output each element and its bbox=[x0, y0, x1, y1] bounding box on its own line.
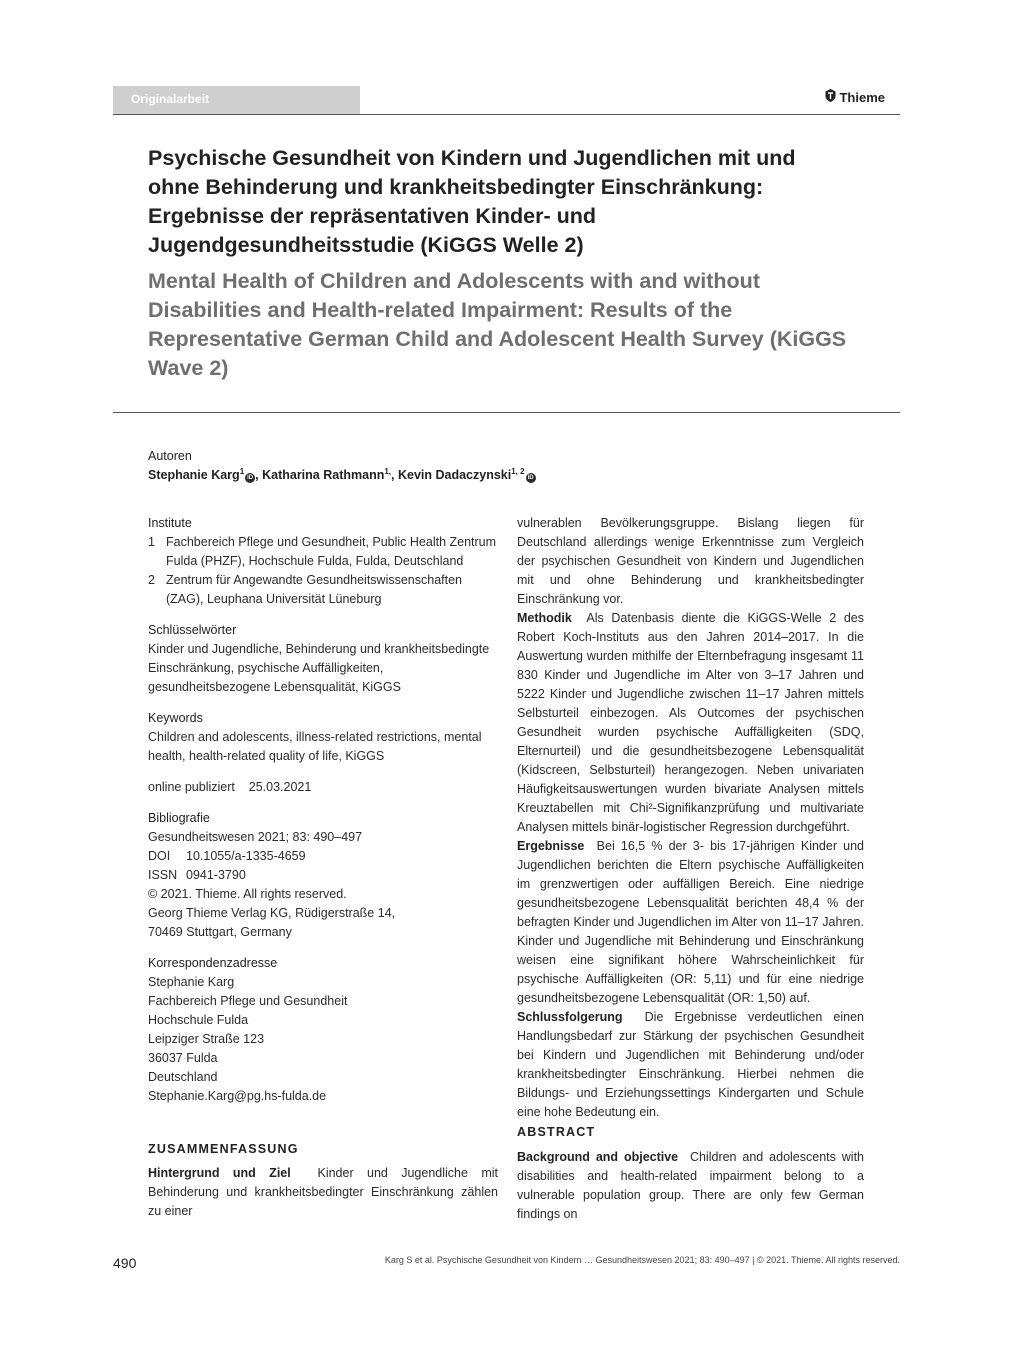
institute-number: 2 bbox=[148, 573, 155, 587]
online-label: online publiziert bbox=[148, 780, 235, 794]
section-label: Originalarbeit bbox=[113, 86, 360, 115]
abstract-text: Children and adolescents with disabilities and health-related impairment belong to a vulnerable population group. There are only few German findings on bbox=[517, 1150, 864, 1221]
author-name: Kevin Dadaczynski bbox=[397, 468, 512, 483]
schluesselwoerter-text: Kinder und Jugendliche, Behinderung und krankheitsbedingte Einschränkung, psychische Auffälligkeiten, gesundheitsbezogene Lebensqualität, KiGGS bbox=[148, 642, 490, 694]
zusammenfassung-continued bbox=[517, 514, 864, 1122]
schluss-paragraph bbox=[517, 1008, 864, 1122]
address-line: Stephanie Karg bbox=[148, 975, 235, 989]
issn-line bbox=[148, 866, 498, 885]
address-line: Fachbereich Pflege und Gesundheit bbox=[148, 994, 348, 1008]
keywords-heading: Keywords bbox=[148, 711, 203, 725]
schluesselwoerter-block bbox=[148, 621, 498, 697]
institutes-heading: Institute bbox=[148, 516, 192, 530]
zusammenfassung-heading: ZUSAMMENFASSUNG bbox=[148, 1142, 299, 1156]
page-number: 490 bbox=[113, 1255, 137, 1271]
methodik-paragraph bbox=[517, 609, 864, 837]
abstract-lead: Background and objective bbox=[517, 1150, 679, 1164]
email-link[interactable]: Stephanie.Karg@pg.hs-fulda.de bbox=[148, 1089, 327, 1103]
online-published bbox=[148, 778, 498, 797]
metadata-column bbox=[148, 514, 498, 1118]
schluesselwoerter-heading: Schlüsselwörter bbox=[148, 623, 237, 637]
address-line: 36037 Fulda bbox=[148, 1051, 218, 1065]
ergebnisse-paragraph bbox=[517, 837, 864, 1008]
publisher-address-line: 70469 Stuttgart, Germany bbox=[148, 925, 292, 939]
abstract-paragraph bbox=[517, 1148, 864, 1224]
institute-text: Zentrum für Angewandte Gesundheitswissenschaften (ZAG), Leuphana Universität Lüneburg bbox=[166, 573, 463, 606]
schluss-lead: Schlussfolgerung bbox=[517, 1010, 623, 1024]
institute-item bbox=[148, 533, 498, 571]
schluss-text: Die Ergebnisse verdeutlichen einen Handlungsbedarf zur Stärkung der psychischen Gesundheit bei Kindern und Jugendlichen mit Behinderung und/oder krankheitsbedingter Einschränkung. Hierbei nehmen die Bildungs- und Erziehungssettings Kindergarten und Schule eine hohe Bedeutung ein. bbox=[517, 1010, 864, 1119]
address-line: Leipziger Straße 123 bbox=[148, 1032, 265, 1046]
thieme-logo-icon bbox=[825, 89, 836, 105]
author-affiliation: 1, 2 bbox=[511, 467, 525, 476]
authors-list: Stephanie Karg$^1$iD , Katharina Rathmann$^{1,}$, Kevin Dadaczynski$^{1, 2}$iD bbox=[148, 467, 534, 483]
hintergrund-text-part1: Kinder und Jugendliche mit Behinderung und krankheitsbedingter Einschränkung zählen zu einer bbox=[148, 1166, 498, 1218]
orcid-icon[interactable]: iD bbox=[527, 475, 534, 482]
keywords-block bbox=[148, 709, 498, 766]
title-divider bbox=[113, 412, 900, 413]
korrespondenz-block bbox=[148, 954, 498, 1106]
copyright-line: © 2021. Thieme. All rights reserved. bbox=[148, 887, 347, 901]
ergebnisse-text: Bei 16,5 % der 3- bis 17-jährigen Kinder und Jugendlichen berichten die Eltern psychische Auffälligkeiten im grenzwertigen oder auffälligen Bereich. Eine niedrige gesundheitsbezogene Lebensqualität berichten 48,4 % der befragten Kinder und Jugendlichen im Alter von 11–17 Jahren. Kinder und Jugendliche mit Behinderung und Einschränkung weisen eine signifikant höhere Wahrscheinlichkeit für psychische Auffälligkeiten (OR: 5,11) und für eine niedrige gesundheitsbezogene Lebensqualität (OR: 1,50) auf. bbox=[517, 839, 864, 1005]
doi-link[interactable]: 10.1055/a-1335-4659 bbox=[186, 849, 306, 863]
institute-text: Fachbereich Pflege und Gesundheit, Public Health Zentrum Fulda (PHZF), Hochschule Fulda, Fulda, Deutschland bbox=[166, 535, 497, 568]
author-name: Stephanie Karg bbox=[148, 468, 240, 483]
ergebnisse-lead: Ergebnisse bbox=[517, 839, 585, 853]
keywords-text: Children and adolescents, illness-related restrictions, mental health, health-related quality of life, KiGGS bbox=[148, 730, 482, 763]
bibliografie-journal: Gesundheitswesen 2021; 83: 490–497 bbox=[148, 830, 363, 844]
title-english: Mental Health of Children and Adolescents with and without Disabilities and Health-related Impairment: Results of the Representative German Child and Adolescent Health Survey (KiGGS Wave 2) bbox=[148, 269, 847, 380]
hintergrund-lead: Hintergrund und Ziel bbox=[148, 1166, 291, 1180]
address-line: Deutschland bbox=[148, 1070, 218, 1084]
authors-heading: Autoren bbox=[148, 449, 192, 463]
author-affiliation: 1 bbox=[239, 467, 245, 476]
publisher-name: Thieme bbox=[839, 89, 885, 105]
zusammenfassung-intro bbox=[148, 1164, 498, 1221]
publisher-address-line: Georg Thieme Verlag KG, Rüdigerstraße 14, bbox=[148, 906, 396, 920]
author-affiliation: 1, bbox=[384, 467, 392, 476]
bibliografie-heading: Bibliografie bbox=[148, 811, 210, 825]
doi-line bbox=[148, 847, 498, 866]
institute-item bbox=[148, 571, 498, 609]
publisher-logo bbox=[825, 89, 885, 105]
footer-citation: Karg S et al. Psychische Gesundheit von Kindern … Gesundheitswesen 2021; 83: 490–497 | © 2021. Thieme. All rights reserved. bbox=[384, 1255, 900, 1265]
abstract-heading: ABSTRACT bbox=[517, 1125, 596, 1139]
address-line: Hochschule Fulda bbox=[148, 1013, 249, 1027]
orcid-icon[interactable]: iD bbox=[247, 475, 254, 482]
online-date: 25.03.2021 bbox=[248, 780, 312, 794]
institutes-block bbox=[148, 514, 498, 609]
header-divider bbox=[113, 114, 900, 115]
issn-label: ISSN bbox=[148, 868, 178, 882]
title-german: Psychische Gesundheit von Kindern und Jugendlichen mit und ohne Behinderung und krankheitsbedingter Einschränkung: Ergebnisse der repräsentativen Kinder- und Jugendgesundheitsstudie (KiGGS Welle 2) bbox=[148, 146, 796, 257]
issn-value: 0941-3790 bbox=[186, 868, 246, 882]
doi-label: DOI bbox=[148, 849, 171, 863]
institute-number: 1 bbox=[148, 535, 155, 549]
methodik-lead: Methodik bbox=[517, 611, 572, 625]
author-name: Katharina Rathmann bbox=[262, 468, 385, 483]
hintergrund-text-part2: vulnerablen Bevölkerungsgruppe. Bislang liegen für Deutschland allerdings wenige Erkenntnisse zum Vergleich der psychischen Gesundheit von Kindern und Jugendlichen mit und ohne Behinderung und krankheitsbedingter Einschränkung vor. bbox=[517, 516, 864, 606]
korrespondenz-heading: Korrespondenzadresse bbox=[148, 956, 278, 970]
methodik-text: Als Datenbasis diente die KiGGS-Welle 2 des Robert Koch-Instituts aus den Jahren 2014–2017. In die Auswertung wurden mithilfe der Elternbefragung insgesamt 11 830 Kinder und Jugendliche im Alter von 3–17 Jahren und 5222 Kinder und Jugendliche zwischen 11–17 Jahren mittels Selbsturteil einbezogen. Als Outcomes der psychischen Gesundheit wurden psychische Auffälligkeiten (SDQ, Elternurteil) und die gesundheitsbezogene Lebensqualität (Kidscreen, Selbsturteil) herangezogen. Neben univariaten Häufigkeitsauswertungen wurden bivariate Analysen mittels Kreuztabellen mit Chi²-Signifikanzprüfung und multivariate Analysen mittels binär-logistischer Regression durchgeführt. bbox=[517, 611, 864, 834]
bibliografie-block bbox=[148, 809, 498, 942]
